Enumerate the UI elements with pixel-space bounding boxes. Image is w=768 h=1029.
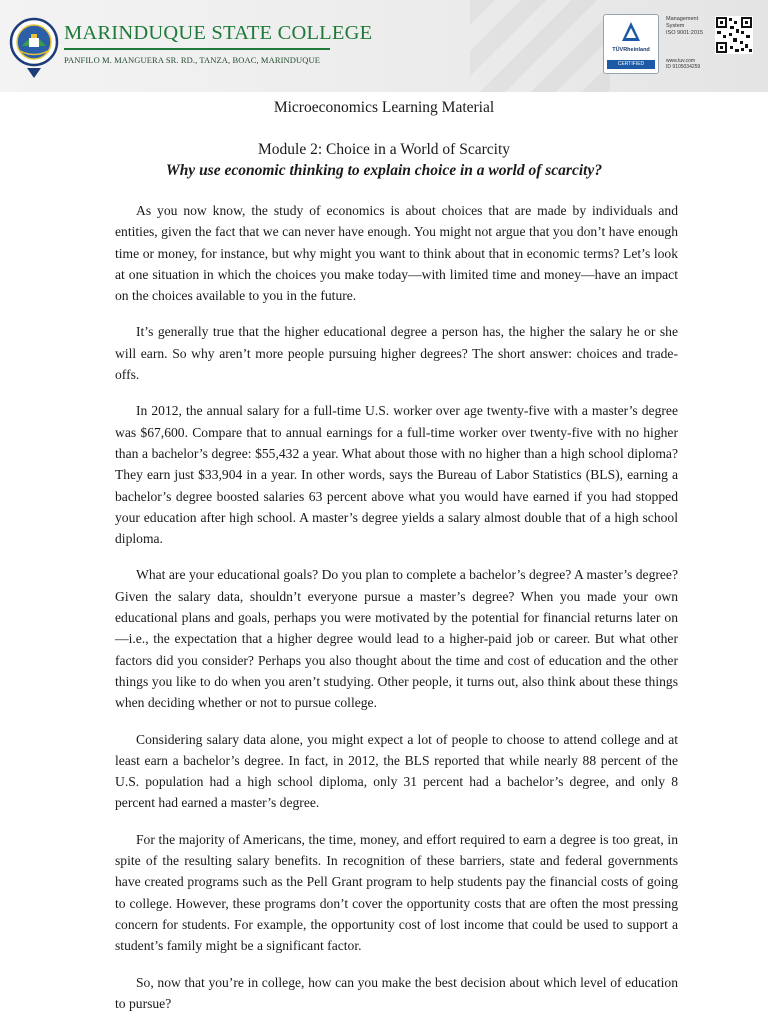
module-title: Module 2: Choice in a World of Scarcity	[257, 141, 510, 158]
cert-line: ISO 9001:2015	[666, 30, 704, 36]
certified-label: CERTIFIED	[607, 60, 655, 69]
document-title: Microeconomics Learning Material	[273, 99, 495, 116]
college-name: MARINDUQUE STATE COLLEGE	[64, 22, 373, 44]
document-body	[115, 200, 678, 1029]
letterhead	[0, 0, 768, 92]
certification-contact	[666, 58, 712, 70]
paragraph: It’s generally true that the higher educational degree a person has, the higher the salary he or she will earn. So why aren’t more people pursuing higher degrees? The short answer: choices and trade-offs.	[115, 324, 678, 383]
paragraph: As you now know, the study of economics is about choices that are made by individuals and entities, given the fact that we can never have enough. You might not argue that you don’t have enough time or money, for instance, but why might you want to think about that in economic terms? Let’s look at one situation in which the choices you make today—with limited time and money—have an impact on the choices available to you in the future.	[115, 203, 678, 304]
cert-url: www.tuv.com	[666, 58, 696, 64]
paragraph: Considering salary data alone, you might expect a lot of people to choose to attend college and at least earn a bachelor’s degree. In fact, in 2012, the BLS reported that while nearly 88 percent of the U.S. population had a high school diploma, only 31 percent had a bachelor’s degree, and only 8 percent had earned a master’s degree.	[115, 731, 678, 811]
certification-info	[666, 16, 712, 37]
paragraph: For the majority of Americans, the time, money, and effort required to earn a degree is too great, in spite of the resulting salary benefits. In recognition of these barriers, state and federal governments have created programs such as the Pell Grant program to help students pay the financial costs of going to college. However, these programs don’t cover the opportunity costs that are often the most pressing concern for students. For example, the opportunity cost of lost income that could be used to support a student’s family might be a significant factor.	[115, 831, 678, 954]
module-question: Why use economic thinking to explain choice in a world of scarcity?	[165, 162, 603, 179]
paragraph: What are your educational goals? Do you plan to complete a bachelor’s degree? A master’s degree? Given the salary data, shouldn’t everyone pursue a master’s degree? When you made your own educational plans and goals, perhaps you were motivated by the potential for financial returns later on—i.e., the expectation that a higher degree would lead to a higher-paid job or career. But what other factors did you consider? Perhaps you also thought about the time and cost of education and the other things you like to do when you aren’t studying. Other people, it turns out, also think about these things when deciding whether or not to pursue college.	[115, 567, 678, 711]
background-pattern	[470, 0, 610, 92]
tuv-badge-name: TÜVRheinland	[612, 47, 650, 53]
paragraph: So, now that you’re in college, how can you make the best decision about which level of education to pursue?	[115, 974, 678, 1011]
college-seal-logo	[9, 8, 59, 80]
cert-line: System	[666, 23, 685, 29]
paragraph: In 2012, the annual salary for a full-time U.S. worker over age twenty-five with a master’s degree was $67,600. Compare that to annual earnings for a full-time worker over twenty-five with no higher than a bachelor’s degree: $55,432 a year. What about those with no higher than a high school diploma? They earn just $33,904 in a year. In other words, says the Bureau of Labor Statistics (BLS), earning a bachelor’s degree boosted salaries 63 percent above what you would have earned if you had stopped your education after high school. A master’s degree yields a salary almost double that of a high school diploma.	[115, 403, 678, 547]
divider	[64, 48, 330, 50]
cert-line: Management	[666, 16, 699, 22]
tuv-triangle-icon	[621, 21, 641, 43]
cert-id: ID 9105034259	[666, 64, 701, 70]
college-address: PANFILO M. MANGUERA SR. RD., TANZA, BOAC, MARINDUQUE	[64, 55, 321, 65]
certification-badge	[603, 14, 659, 74]
qr-code-icon	[715, 16, 753, 54]
